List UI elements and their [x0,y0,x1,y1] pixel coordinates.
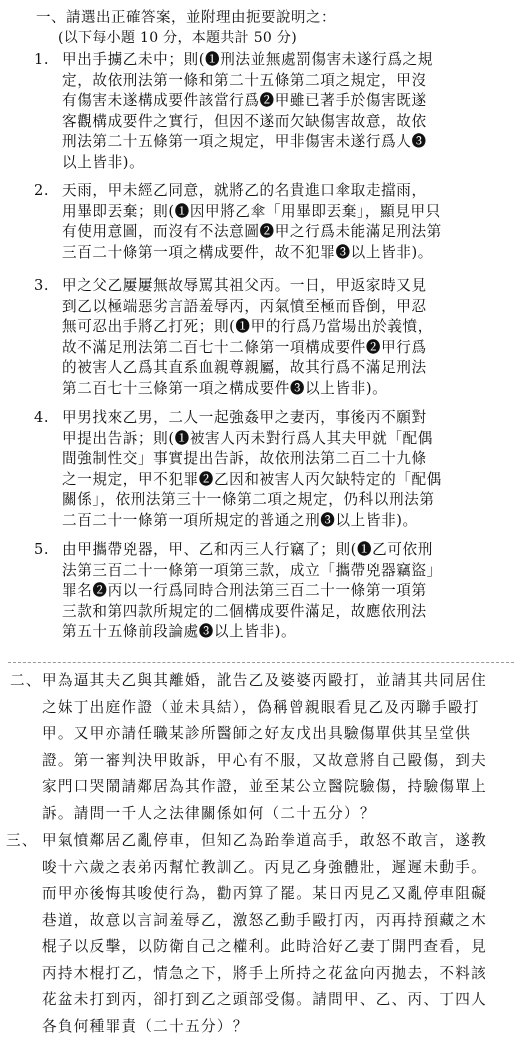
question-line: 定，故依刑法第一條和第二十五條第二項之規定，甲沒 [62,71,433,92]
question-number: 3. [34,276,49,297]
question-line: 證。第一審判決甲敗訴，甲心有不服，又故意將自己毆傷，到夫 [42,748,487,775]
question-line: 各負何種罪責（二十五分）？ [42,1014,487,1040]
question-number: 5. [34,540,49,561]
question-line: 巷道，故意以言詞羞辱乙，激怒乙動手毆打丙，丙再持預藏之木 [42,908,487,935]
section-3-number: 三、 [6,828,38,855]
question-line: 的被害人乙爲其直系血親尊親屬，故其行爲不滿足刑法 [62,358,433,379]
question-text [62,276,433,400]
question-line: 由甲攜帶兇器，甲、乙和丙三人行竊了；則(❶乙可依刑 [62,540,442,561]
question-line: 以上皆非)。 [62,153,433,174]
question-line: 第五十五條前段論處❸以上皆非)。 [62,622,442,643]
question-line: 有使用意圖，而沒有不法意圖❷甲之行爲未能滿足刑法第 [62,222,442,243]
question-number: 1. [34,50,49,71]
question-text [62,408,442,532]
question-line: 甲氣憤鄰居乙亂停車，但知乙為跆拳道高手，敢怒不敢言，遂教 [42,828,487,855]
question-line: 法第三百二十一條第一項第三款，成立「攜帶兇器竊盜」 [62,561,442,582]
question-line: 之妹丁出庭作證（並未具結），偽稱曾親眼看見乙及丙聯手毆打 [42,695,487,722]
question-number: 2. [34,181,49,202]
question-line: 丙持木棍打乙，情急之下，將手上所持之花盆向丙拋去，不料該 [42,961,487,988]
question-line: 第二百七十三條第一項之構成要件❸以上皆非)。 [62,379,433,400]
question-line: 故不滿足刑法第二百七十二條第一項構成要件❷甲行爲 [62,338,433,359]
section-2-text [42,668,487,827]
question-text [62,181,442,263]
question-line: 甲為逼其夫乙與其離婚，訛告乙及婆婆丙毆打，並請其共同居住 [42,668,487,695]
question-line: 到乙以極端惡劣言語羞辱丙，丙氣憤至極而昏倒，甲忍 [62,297,433,318]
question-line: 唆十六歲之表弟丙幫忙教訓乙。丙見乙身強體壯，遲遲未動手。 [42,855,487,882]
question-line: 有傷害未遂構成要件該當行爲❷甲雖已著手於傷害既遂 [62,91,433,112]
question-line: 甲出手擄乙未中；則(❶刑法並無處罰傷害未遂行爲之規 [62,50,433,71]
question-line: 客觀構成要件之實行，但因不遂而欠缺傷害故意，故依 [62,112,433,133]
question-line: 花盆未打到丙，卻打到乙之頭部受傷。請問甲、乙、丙、丁四人 [42,987,487,1014]
question-line: 用畢即丟棄；則(❶因甲將乙傘「用畢即丟棄」，顯見甲只 [62,202,442,223]
section-1-title: 一、請選出正確答案，並附理由扼要說明之： [36,6,336,27]
question-line: 而甲亦後悔其唆使行為，勸丙算了罷。某日丙見乙又亂停車阻礙 [42,881,487,908]
question-line: 甲。又甲亦請任職某診所醫師之好友戊出具驗傷單供其呈堂供 [42,721,487,748]
question-line: 之一規定，甲不犯罪❷乙因和被害人丙欠缺特定的「配偶 [62,470,442,491]
question-line: 無可忍出手將乙打死；則(❶甲的行爲乃當場出於義憤， [62,317,433,338]
question-line: 罪名❷丙以一行爲同時合刑法第三百二十一條第一項第 [62,581,442,602]
question-line: 關係」，依刑法第三十一條第二項之規定，仍科以刑法第 [62,490,442,511]
question-line: 甲男找來乙男，二人一起強姦甲之妻丙，事後丙不願對 [62,408,442,429]
question-line: 甲提出告訴；則(❶被害人丙未對行爲人其夫甲就「配偶 [62,429,442,450]
question-line: 三百二十條第一項之構成要件，故不犯罪❸以上皆非)。 [62,243,442,264]
question-line: 棍子以反擊，以防衛自己之權利。此時洽好乙妻丁開門查看，見 [42,934,487,961]
question-text [62,50,433,174]
question-number: 4. [34,408,49,429]
question-line: 訴。請問一千人之法律關係如何（二十五分）？ [42,801,487,828]
question-line: 刑法第二十五條第一項之規定，甲非傷害未遂行爲人❸ [62,132,433,153]
section-1-score-note: (以下每小題 10 分，本題共計 50 分) [58,27,297,47]
section-2-number: 二、 [10,668,42,695]
question-line: 三款和第四款所規定的二個構成要件滿足，故應依刑法 [62,602,442,623]
question-line: 家門口哭鬧請鄰居為其作證，並至某公立醫院驗傷，持驗傷單上 [42,774,487,801]
section-divider [8,662,514,663]
question-line: 甲之父乙屢屢無故辱罵其祖父丙。一日，甲返家時又見 [62,276,433,297]
question-line: 天雨，甲未經乙同意，就將乙的名貴進口傘取走擋雨， [62,181,442,202]
section-3-text [42,828,487,1040]
question-line: 間強制性交」事實提出告訴，故依刑法第二百二十九條 [62,449,442,470]
question-text [62,540,442,643]
question-line: 二百二十一條第一項所規定的普通之刑❸以上皆非)。 [62,511,442,532]
